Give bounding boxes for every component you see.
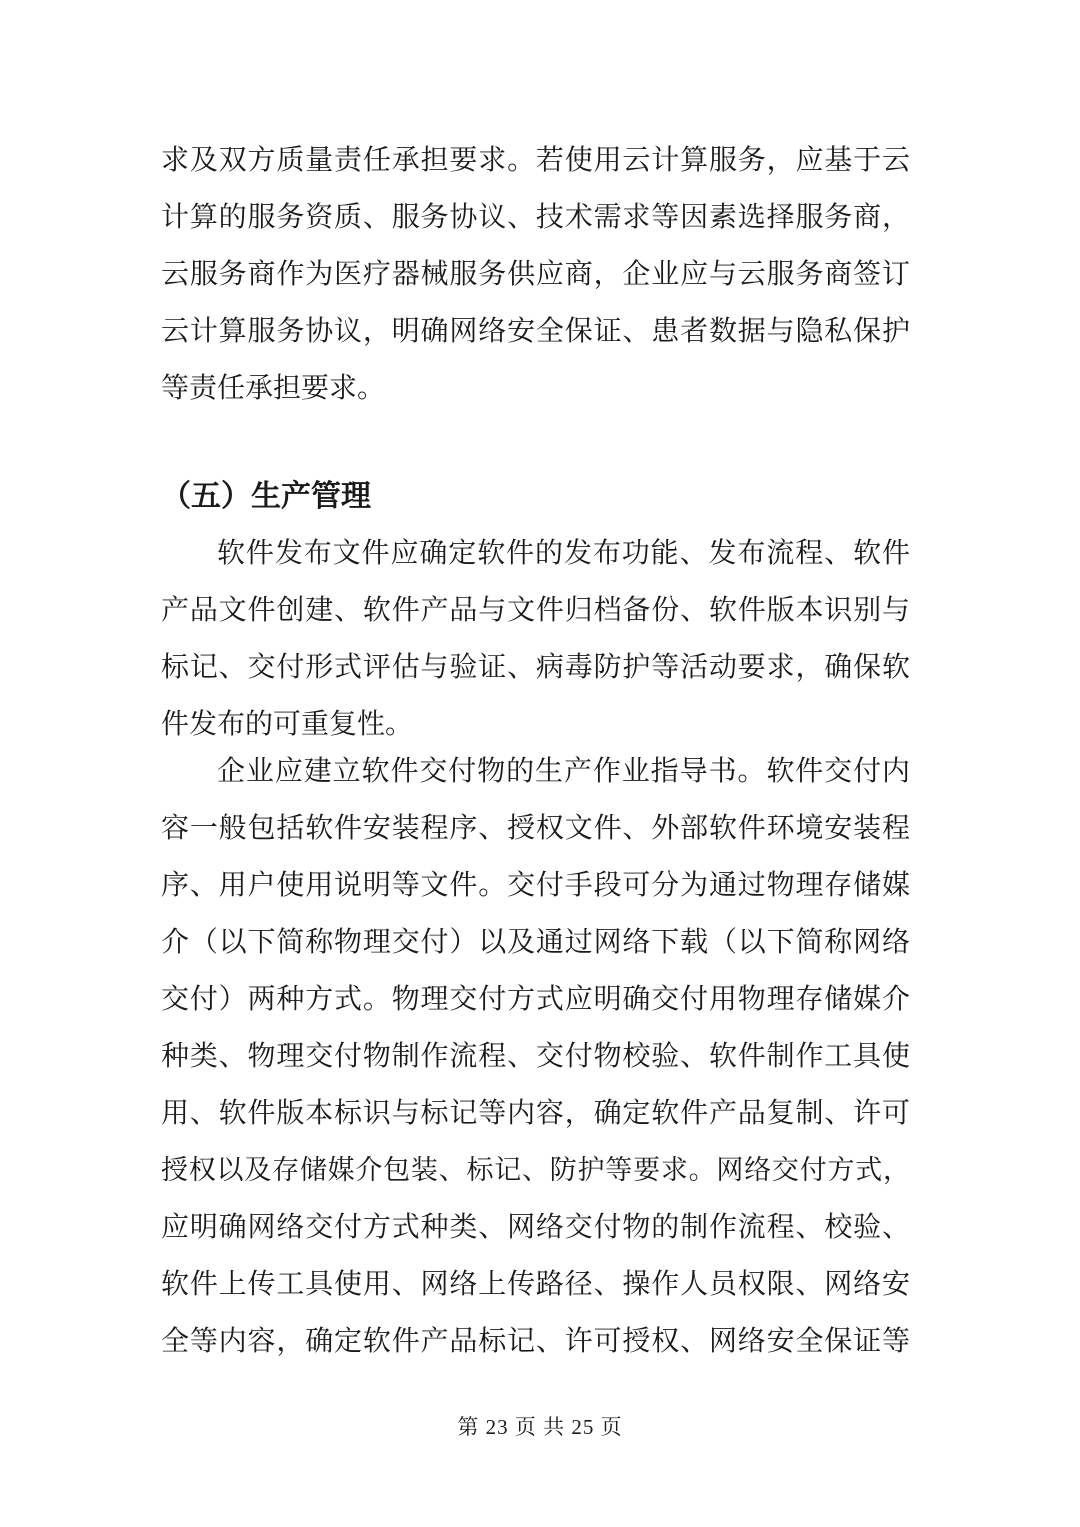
paragraph-2 bbox=[161, 525, 910, 753]
text-line: 全等内容，确定软件产品标记、许可授权、网络安全保证等 bbox=[161, 1326, 910, 1357]
text-line: 企业应建立软件交付物的生产作业指导书。软件交付内 bbox=[217, 756, 910, 787]
page-footer: 第 23 页 共 25 页 bbox=[457, 1415, 623, 1439]
text-line: 种类、物理交付物制作流程、交付物校验、软件制作工具使 bbox=[161, 1041, 910, 1072]
text-line: 云服务商作为医疗器械服务供应商，企业应与云服务商签订 bbox=[161, 259, 910, 290]
text-line: 件发布的可重复性。 bbox=[161, 709, 414, 740]
text-line: 软件发布文件应确定软件的发布功能、发布流程、软件 bbox=[217, 538, 910, 569]
text-line: 产品文件创建、软件产品与文件归档备份、软件版本识别与 bbox=[161, 595, 910, 626]
text-line: 授权以及存储媒介包装、标记、防护等要求。网络交付方式， bbox=[161, 1155, 910, 1185]
paragraph-1 bbox=[161, 132, 910, 417]
text-line: （五）生产管理 bbox=[161, 480, 371, 513]
text-line: 交付）两种方式。物理交付方式应明确交付用物理存储媒介 bbox=[161, 984, 910, 1015]
text-line: 软件上传工具使用、网络上传路径、操作人员权限、网络安 bbox=[161, 1269, 910, 1300]
text-line: 容一般包括软件安装程序、授权文件、外部软件环境安装程 bbox=[161, 813, 910, 844]
text-line: 用、软件版本标识与标记等内容，确定软件产品复制、许可 bbox=[161, 1098, 910, 1129]
section-heading bbox=[161, 468, 910, 525]
paragraph-3 bbox=[161, 743, 910, 1370]
text-line: 序、用户使用说明等文件。交付手段可分为通过物理存储媒 bbox=[161, 870, 910, 901]
text-line: 等责任承担要求。 bbox=[161, 373, 386, 404]
text-line: 应明确网络交付方式种类、网络交付物的制作流程、校验、 bbox=[161, 1212, 910, 1243]
text-line: 标记、交付形式评估与验证、病毒防护等活动要求，确保软 bbox=[161, 652, 910, 683]
text-line: 计算的服务资质、服务协议、技术需求等因素选择服务商， bbox=[161, 202, 910, 233]
document-body bbox=[161, 132, 910, 1370]
text-line: 求及双方质量责任承担要求。若使用云计算服务，应基于云 bbox=[161, 145, 910, 176]
text-line: 介（以下简称物理交付）以及通过网络下载（以下简称网络 bbox=[161, 927, 910, 958]
text-line: 云计算服务协议，明确网络安全保证、患者数据与隐私保护 bbox=[161, 316, 910, 347]
